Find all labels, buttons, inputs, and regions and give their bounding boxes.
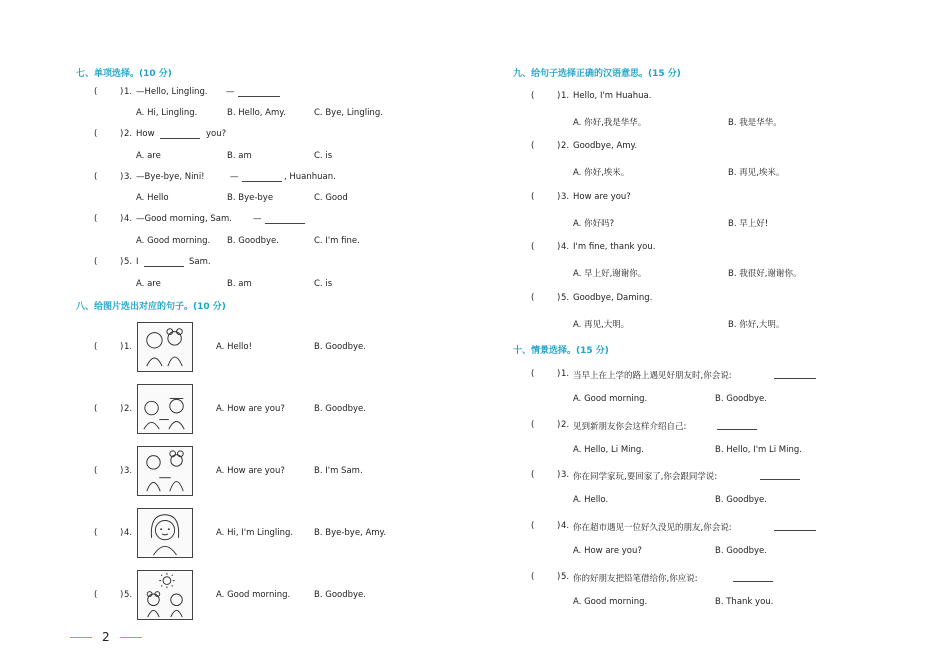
option-b: B. I'm Sam. (314, 466, 363, 476)
section-9-title: 九、给句子选择正确的汉语意思。(15 分) (513, 69, 681, 79)
answer-blank[interactable] (238, 88, 280, 97)
answer-paren-close: ) (120, 129, 124, 139)
answer-blank[interactable] (144, 258, 184, 267)
option-a: A. Hello. (573, 495, 609, 505)
option-c: C. I'm fine. (314, 236, 360, 246)
answer-paren-open: ( (94, 342, 98, 352)
question-stem-end: Sam. (189, 257, 211, 267)
answer-paren-close: ) (557, 293, 561, 303)
question-stem: How are you? (573, 192, 631, 202)
question-number: 4. (124, 214, 133, 224)
option-c: C. is (314, 151, 333, 161)
option-b: B. Goodbye. (715, 394, 767, 404)
option-a: A. Hello, Li Ming. (573, 445, 644, 455)
question-stem: —Hello, Lingling. (136, 87, 208, 97)
answer-paren-open: ( (94, 172, 98, 182)
answer-paren-open: ( (94, 466, 98, 476)
section-7-title: 七、单项选择。(10 分) (76, 69, 172, 79)
option-b: B. Goodbye. (715, 495, 767, 505)
answer-paren-close: ) (557, 572, 561, 582)
option-a: A. Good morning. (136, 236, 211, 246)
question-stem: 你的好朋友把铅笔借给你,你应说: (573, 574, 698, 584)
answer-paren-open: ( (94, 129, 98, 139)
answer-paren-open: ( (531, 369, 535, 379)
question-number: 4. (124, 528, 133, 538)
answer-paren-open: ( (94, 528, 98, 538)
question-stem: 见到新朋友你会这样介绍自己: (573, 422, 687, 432)
option-a: A. Good morning. (573, 394, 648, 404)
picture-kids-handshake (137, 446, 193, 496)
answer-paren-close: ) (120, 214, 124, 224)
answer-paren-close: ) (120, 342, 124, 352)
question-stem: I'm fine, thank you. (573, 242, 656, 252)
question-number: 1. (561, 91, 570, 101)
answer-paren-close: ) (120, 404, 124, 414)
answer-blank[interactable] (733, 573, 773, 582)
question-number: 4. (561, 521, 570, 531)
option-a: A. Hello! (216, 342, 253, 352)
question-number: 5. (124, 590, 133, 600)
answer-blank[interactable] (774, 522, 816, 531)
option-b: B. 早上好! (728, 219, 769, 229)
question-number: 1. (561, 369, 570, 379)
answer-paren-close: ) (557, 470, 561, 480)
answer-paren-open: ( (94, 87, 98, 97)
option-a: A. 再见,大明。 (573, 320, 630, 330)
question-number: 3. (561, 470, 570, 480)
option-a: A. 你好,我是华华。 (573, 118, 647, 128)
option-a: A. Hello (136, 193, 169, 203)
option-b: B. Goodbye. (715, 546, 767, 556)
option-c: C. Good (314, 193, 348, 203)
option-a: A. How are you? (573, 546, 642, 556)
answer-paren-open: ( (531, 521, 535, 531)
question-number: 3. (124, 172, 133, 182)
answer-paren-close: ) (557, 420, 561, 430)
picture-kids-sunshine (137, 570, 193, 620)
answer-blank[interactable] (717, 421, 757, 430)
answer-paren-open: ( (531, 192, 535, 202)
question-number: 1. (124, 342, 133, 352)
answer-paren-close: ) (120, 172, 124, 182)
option-b: B. 我是华华。 (728, 118, 782, 128)
question-number: 4. (561, 242, 570, 252)
question-number: 5. (561, 572, 570, 582)
question-number: 3. (561, 192, 570, 202)
option-a: A. Hi, Lingling. (136, 108, 198, 118)
answer-paren-open: ( (531, 91, 535, 101)
option-a: A. Hi, I'm Lingling. (216, 528, 294, 538)
option-c: C. is (314, 279, 333, 289)
option-b: B. Goodbye. (227, 236, 279, 246)
option-b: B. Hello, I'm Li Ming. (715, 445, 802, 455)
question-stem: —Good morning, Sam. (136, 214, 232, 224)
option-b: B. Bye-bye (227, 193, 274, 203)
question-stem: Goodbye, Amy. (573, 141, 638, 151)
question-stem: 你在同学家玩,要回家了,你会跟同学说: (573, 472, 718, 482)
option-a: A. How are you? (216, 404, 285, 414)
picture-kids-greeting (137, 322, 193, 372)
option-a: A. How are you? (216, 466, 285, 476)
answer-paren-close: ) (557, 192, 561, 202)
answer-paren-open: ( (94, 257, 98, 267)
question-number: 2. (561, 141, 570, 151)
answer-paren-open: ( (531, 572, 535, 582)
page-number: 2 (102, 630, 110, 644)
question-stem: Hello, I'm Huahua. (573, 91, 652, 101)
option-c: C. Bye, Lingling. (314, 108, 383, 118)
answer-paren-close: ) (557, 91, 561, 101)
option-b: B. Bye-bye, Amy. (314, 528, 387, 538)
answer-paren-close: ) (120, 87, 124, 97)
question-stem-end: , Huanhuan. (284, 172, 336, 182)
question-number: 5. (561, 293, 570, 303)
question-number: 2. (561, 420, 570, 430)
option-a: A. are (136, 151, 161, 161)
answer-blank[interactable] (265, 215, 305, 224)
footer-rule-right (120, 637, 142, 638)
answer-paren-open: ( (94, 590, 98, 600)
option-b: B. 你好,大明。 (728, 320, 785, 330)
answer-paren-open: ( (531, 420, 535, 430)
question-stem-dash: — (230, 172, 239, 182)
answer-paren-close: ) (557, 521, 561, 531)
question-stem: I (136, 257, 139, 267)
question-number: 2. (124, 404, 133, 414)
option-a: A. 你好,埃米。 (573, 168, 630, 178)
answer-paren-close: ) (557, 369, 561, 379)
question-number: 2. (124, 129, 133, 139)
option-b: B. Thank you. (715, 597, 774, 607)
option-b: B. 再见,埃米。 (728, 168, 785, 178)
option-b: B. Goodbye. (314, 590, 366, 600)
page-footer (70, 630, 152, 644)
answer-paren-close: ) (120, 466, 124, 476)
question-stem-end: you? (206, 129, 227, 139)
answer-blank[interactable] (774, 370, 816, 379)
answer-paren-close: ) (557, 141, 561, 151)
answer-blank[interactable] (760, 471, 800, 480)
answer-paren-close: ) (557, 242, 561, 252)
answer-paren-open: ( (94, 404, 98, 414)
footer-rule-left (70, 637, 92, 638)
answer-paren-open: ( (531, 242, 535, 252)
question-stem: 当早上在上学的路上遇见好朋友时,你会说: (573, 371, 732, 381)
question-stem: How (136, 129, 155, 139)
option-b: B. Goodbye. (314, 342, 366, 352)
answer-paren-open: ( (531, 141, 535, 151)
answer-paren-open: ( (94, 214, 98, 224)
question-number: 5. (124, 257, 133, 267)
question-stem: —Bye-bye, Nini! (136, 172, 205, 182)
option-a: A. are (136, 279, 161, 289)
question-stem-dash: — (226, 87, 235, 97)
question-stem-dash: — (253, 214, 262, 224)
answer-blank[interactable] (242, 173, 282, 182)
option-a: A. Good morning. (216, 590, 291, 600)
option-a: A. Good morning. (573, 597, 648, 607)
picture-girl-portrait (137, 508, 193, 558)
option-b: B. Goodbye. (314, 404, 366, 414)
answer-paren-close: ) (120, 590, 124, 600)
question-number: 1. (124, 87, 133, 97)
question-number: 3. (124, 466, 133, 476)
option-b: B. am (227, 279, 252, 289)
section-8-title: 八、给图片选出对应的句子。(10 分) (76, 302, 226, 312)
answer-paren-open: ( (531, 470, 535, 480)
option-a: A. 你好吗? (573, 219, 615, 229)
question-stem: 你在超市遇见一位好久没见的朋友,你会说: (573, 523, 732, 533)
answer-paren-open: ( (531, 293, 535, 303)
answer-paren-close: ) (120, 528, 124, 538)
question-stem: Goodbye, Daming. (573, 293, 653, 303)
answer-blank[interactable] (160, 130, 200, 139)
answer-paren-close: ) (120, 257, 124, 267)
picture-kids-waving (137, 384, 193, 434)
option-b: B. 我很好,谢谢你。 (728, 269, 802, 279)
option-b: B. Hello, Amy. (227, 108, 286, 118)
section-10-title: 十、情景选择。(15 分) (513, 346, 609, 356)
option-a: A. 早上好,谢谢你。 (573, 269, 647, 279)
option-b: B. am (227, 151, 252, 161)
